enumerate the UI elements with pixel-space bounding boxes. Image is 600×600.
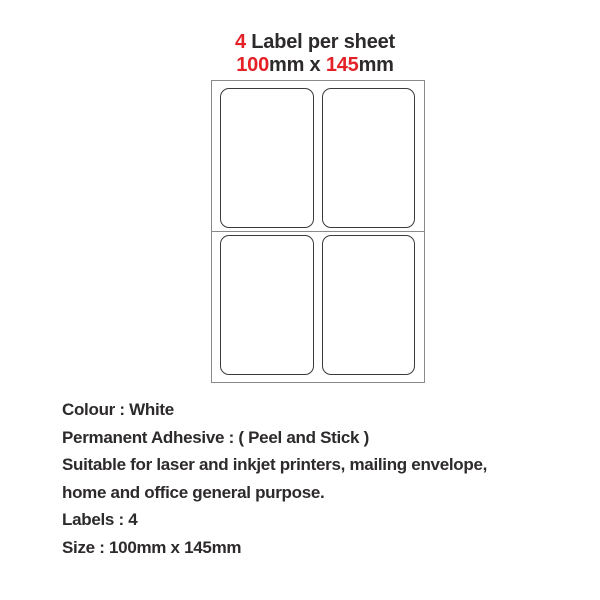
detail-adhesive: Permanent Adhesive : ( Peel and Stick ) xyxy=(62,427,369,447)
label-per-sheet-text: Label per sheet xyxy=(245,31,395,53)
size-height-accent: 145 xyxy=(325,54,359,76)
label-cell xyxy=(220,88,314,228)
detail-colour: Colour : White xyxy=(62,400,174,419)
label-cell xyxy=(322,88,416,228)
detail-suitability-line1: Suitable for laser and inkjet printers, mailing envelope, xyxy=(62,455,488,474)
detail-label-count: Labels : 4 xyxy=(62,510,138,529)
size-unit-text: mm xyxy=(358,54,394,76)
label-count-accent: 4 xyxy=(234,31,246,53)
label-cell xyxy=(322,235,416,375)
label-sheet-diagram xyxy=(211,80,425,383)
title-line-labels-per-sheet xyxy=(165,31,465,54)
label-grid xyxy=(212,81,424,382)
detail-size: Size : 100mm x 145mm xyxy=(62,537,242,557)
label-cell xyxy=(220,235,314,375)
detail-suitability-line2: home and office general purpose. xyxy=(62,482,325,502)
title-line-size xyxy=(165,54,465,77)
size-mid-text: mm x xyxy=(269,54,326,76)
page-title xyxy=(165,31,465,77)
size-width-accent: 100 xyxy=(236,54,269,76)
product-details xyxy=(62,396,572,561)
